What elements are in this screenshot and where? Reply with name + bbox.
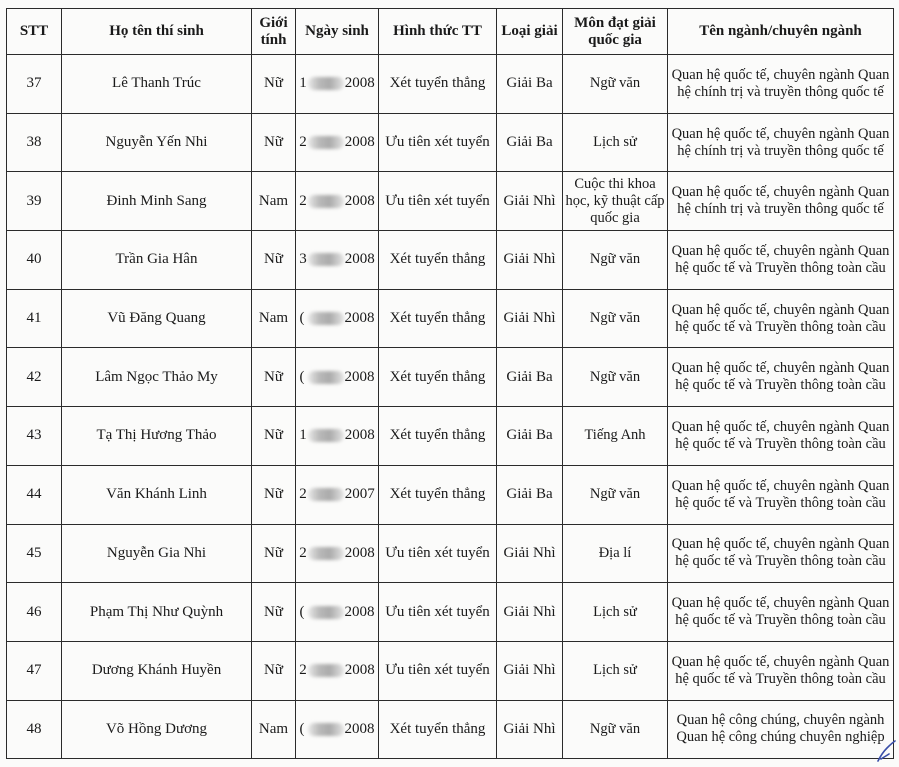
- stt-cell: 48: [7, 700, 62, 759]
- redaction-blur: [308, 371, 344, 384]
- table-row: [7, 172, 894, 231]
- major-cell: Quan hệ quốc tế, chuyên ngành Quan hệ quốc tế và Truyền thông toàn cầu: [668, 524, 894, 583]
- stt-cell: 38: [7, 113, 62, 172]
- dob-year: 2008: [344, 427, 375, 444]
- major-cell: Quan hệ quốc tế, chuyên ngành Quan hệ quốc tế và Truyền thông toàn cầu: [668, 583, 894, 642]
- gender-cell: Nữ: [252, 231, 296, 290]
- dob-cell: [296, 700, 379, 759]
- subject-cell: Ngữ văn: [563, 700, 668, 759]
- dob-year: 2008: [344, 251, 375, 268]
- subject-cell: Ngữ văn: [563, 348, 668, 407]
- award-type-cell: Giải Ba: [497, 55, 563, 114]
- redaction-blur: [308, 195, 344, 208]
- dob-value: [299, 75, 375, 92]
- name-cell: Võ Hồng Dương: [62, 700, 252, 759]
- table-row: [7, 289, 894, 348]
- admission-form-cell: Xét tuyển thẳng: [379, 289, 497, 348]
- header-dob: Ngày sinh: [296, 9, 379, 55]
- dob-prefix: 2: [299, 486, 307, 503]
- dob-year: 2008: [344, 134, 375, 151]
- header-gender: Giới tính: [252, 9, 296, 55]
- dob-prefix: 1: [299, 427, 307, 444]
- dob-value: [299, 251, 375, 268]
- admission-form-cell: Ưu tiên xét tuyển: [379, 172, 497, 231]
- dob-year: 2008: [344, 603, 375, 620]
- subject-cell: Lịch sử: [563, 113, 668, 172]
- redaction-blur: [308, 723, 344, 736]
- admission-form-cell: Xét tuyển thẳng: [379, 348, 497, 407]
- gender-cell: Nữ: [252, 524, 296, 583]
- major-cell: Quan hệ quốc tế, chuyên ngành Quan hệ quốc tế và Truyền thông toàn cầu: [668, 289, 894, 348]
- redaction-blur: [308, 77, 344, 90]
- dob-value: [299, 193, 375, 210]
- gender-cell: Nam: [252, 700, 296, 759]
- dob-year: 2008: [344, 192, 375, 209]
- name-cell: Đinh Minh Sang: [62, 172, 252, 231]
- subject-cell: Ngữ văn: [563, 465, 668, 524]
- dob-prefix: 2: [299, 662, 307, 679]
- dob-prefix: 1: [299, 75, 307, 92]
- dob-cell: [296, 641, 379, 700]
- stt-cell: 44: [7, 465, 62, 524]
- award-type-cell: Giải Nhì: [497, 289, 563, 348]
- header-stt: STT: [7, 9, 62, 55]
- dob-cell: [296, 289, 379, 348]
- name-cell: Vũ Đăng Quang: [62, 289, 252, 348]
- dob-cell: [296, 407, 379, 466]
- table-row: [7, 641, 894, 700]
- stt-cell: 42: [7, 348, 62, 407]
- dob-cell: [296, 583, 379, 642]
- dob-year: 2007: [344, 486, 375, 503]
- gender-cell: Nam: [252, 289, 296, 348]
- dob-prefix: 3: [299, 251, 307, 268]
- dob-cell: [296, 524, 379, 583]
- dob-year: 2008: [344, 75, 375, 92]
- award-type-cell: Giải Nhì: [497, 172, 563, 231]
- major-cell: Quan hệ quốc tế, chuyên ngành Quan hệ quốc tế và Truyền thông toàn cầu: [668, 641, 894, 700]
- header-subject: Môn đạt giải quốc gia: [563, 9, 668, 55]
- header-major: Tên ngành/chuyên ngành: [668, 9, 894, 55]
- admission-form-cell: Xét tuyển thẳng: [379, 700, 497, 759]
- dob-prefix: (: [299, 368, 305, 385]
- dob-prefix: (: [299, 310, 305, 327]
- admission-form-cell: Xét tuyển thẳng: [379, 55, 497, 114]
- gender-cell: Nữ: [252, 407, 296, 466]
- gender-cell: Nữ: [252, 55, 296, 114]
- subject-cell: Địa lí: [563, 524, 668, 583]
- dob-cell: [296, 172, 379, 231]
- major-cell: Quan hệ quốc tế, chuyên ngành Quan hệ quốc tế và Truyền thông toàn cầu: [668, 348, 894, 407]
- dob-year: 2008: [344, 310, 375, 327]
- admission-form-cell: Xét tuyển thẳng: [379, 465, 497, 524]
- name-cell: Trần Gia Hân: [62, 231, 252, 290]
- gender-cell: Nam: [252, 172, 296, 231]
- name-cell: Dương Khánh Huyền: [62, 641, 252, 700]
- redaction-blur: [308, 253, 344, 266]
- header-row: [7, 9, 894, 55]
- table-row: [7, 583, 894, 642]
- admission-form-cell: Ưu tiên xét tuyển: [379, 583, 497, 642]
- dob-cell: [296, 465, 379, 524]
- award-type-cell: Giải Ba: [497, 407, 563, 466]
- stt-cell: 37: [7, 55, 62, 114]
- dob-cell: [296, 55, 379, 114]
- header-award-type: Loại giải: [497, 9, 563, 55]
- name-cell: Lâm Ngọc Thảo My: [62, 348, 252, 407]
- major-cell: Quan hệ quốc tế, chuyên ngành Quan hệ quốc tế và Truyền thông toàn cầu: [668, 465, 894, 524]
- table-header: [7, 9, 894, 55]
- major-cell: Quan hệ quốc tế, chuyên ngành Quan hệ chính trị và truyền thông quốc tế: [668, 172, 894, 231]
- admission-form-cell: Xét tuyển thẳng: [379, 231, 497, 290]
- dob-value: [299, 486, 375, 503]
- pen-stroke-icon: [875, 739, 897, 763]
- dob-cell: [296, 113, 379, 172]
- table-row: [7, 407, 894, 466]
- stt-cell: 47: [7, 641, 62, 700]
- award-type-cell: Giải Nhì: [497, 524, 563, 583]
- dob-prefix: 2: [299, 192, 307, 209]
- major-cell: Quan hệ quốc tế, chuyên ngành Quan hệ quốc tế và Truyền thông toàn cầu: [668, 407, 894, 466]
- award-type-cell: Giải Nhì: [497, 583, 563, 642]
- header-admission-form: Hình thức TT: [379, 9, 497, 55]
- gender-cell: Nữ: [252, 348, 296, 407]
- admission-form-cell: Xét tuyển thẳng: [379, 407, 497, 466]
- name-cell: Nguyễn Gia Nhi: [62, 524, 252, 583]
- subject-cell: Lịch sử: [563, 641, 668, 700]
- table-row: [7, 465, 894, 524]
- table-body: [7, 55, 894, 759]
- table-row: [7, 113, 894, 172]
- dob-value: [300, 310, 375, 327]
- redaction-blur: [308, 136, 344, 149]
- subject-cell: Tiếng Anh: [563, 407, 668, 466]
- dob-prefix: 2: [299, 134, 307, 151]
- dob-value: [299, 662, 375, 679]
- dob-prefix: 2: [299, 544, 307, 561]
- dob-year: 2008: [344, 720, 375, 737]
- table-row: [7, 700, 894, 759]
- dob-value: [300, 604, 375, 621]
- redaction-blur: [308, 547, 344, 560]
- candidate-table: [6, 8, 894, 759]
- stt-cell: 43: [7, 407, 62, 466]
- gender-cell: Nữ: [252, 113, 296, 172]
- dob-value: [300, 721, 375, 738]
- subject-cell: Cuộc thi khoa học, kỹ thuật cấp quốc gia: [563, 172, 668, 231]
- award-type-cell: Giải Nhì: [497, 700, 563, 759]
- dob-value: [299, 545, 375, 562]
- dob-value: [299, 427, 375, 444]
- redaction-blur: [308, 312, 344, 325]
- major-cell: Quan hệ công chúng, chuyên ngành Quan hệ công chúng chuyên nghiệp: [668, 700, 894, 759]
- name-cell: Phạm Thị Như Quỳnh: [62, 583, 252, 642]
- stt-cell: 40: [7, 231, 62, 290]
- admission-form-cell: Ưu tiên xét tuyển: [379, 641, 497, 700]
- redaction-blur: [308, 606, 344, 619]
- gender-cell: Nữ: [252, 583, 296, 642]
- admission-form-cell: Ưu tiên xét tuyển: [379, 113, 497, 172]
- admission-form-cell: Ưu tiên xét tuyển: [379, 524, 497, 583]
- dob-value: [300, 369, 375, 386]
- name-cell: Văn Khánh Linh: [62, 465, 252, 524]
- major-cell: Quan hệ quốc tế, chuyên ngành Quan hệ chính trị và truyền thông quốc tế: [668, 55, 894, 114]
- redaction-blur: [308, 429, 344, 442]
- award-type-cell: Giải Ba: [497, 348, 563, 407]
- name-cell: Lê Thanh Trúc: [62, 55, 252, 114]
- major-cell: Quan hệ quốc tế, chuyên ngành Quan hệ quốc tế và Truyền thông toàn cầu: [668, 231, 894, 290]
- major-cell: Quan hệ quốc tế, chuyên ngành Quan hệ chính trị và truyền thông quốc tế: [668, 113, 894, 172]
- dob-year: 2008: [344, 544, 375, 561]
- award-type-cell: Giải Ba: [497, 465, 563, 524]
- table-row: [7, 231, 894, 290]
- dob-cell: [296, 231, 379, 290]
- dob-cell: [296, 348, 379, 407]
- table-row: [7, 55, 894, 114]
- subject-cell: Ngữ văn: [563, 55, 668, 114]
- dob-value: [299, 134, 375, 151]
- award-type-cell: Giải Ba: [497, 113, 563, 172]
- dob-prefix: (: [299, 720, 305, 737]
- award-type-cell: Giải Nhì: [497, 231, 563, 290]
- table-row: [7, 348, 894, 407]
- stt-cell: 46: [7, 583, 62, 642]
- award-type-cell: Giải Nhì: [497, 641, 563, 700]
- table-row: [7, 524, 894, 583]
- dob-prefix: (: [299, 603, 305, 620]
- gender-cell: Nữ: [252, 465, 296, 524]
- header-name: Họ tên thí sinh: [62, 9, 252, 55]
- dob-year: 2008: [344, 368, 375, 385]
- subject-cell: Lịch sử: [563, 583, 668, 642]
- subject-cell: Ngữ văn: [563, 289, 668, 348]
- subject-cell: Ngữ văn: [563, 231, 668, 290]
- gender-cell: Nữ: [252, 641, 296, 700]
- stt-cell: 41: [7, 289, 62, 348]
- redaction-blur: [308, 488, 344, 501]
- name-cell: Tạ Thị Hương Thảo: [62, 407, 252, 466]
- stt-cell: 45: [7, 524, 62, 583]
- stt-cell: 39: [7, 172, 62, 231]
- name-cell: Nguyễn Yến Nhi: [62, 113, 252, 172]
- redaction-blur: [308, 664, 344, 677]
- dob-year: 2008: [344, 662, 375, 679]
